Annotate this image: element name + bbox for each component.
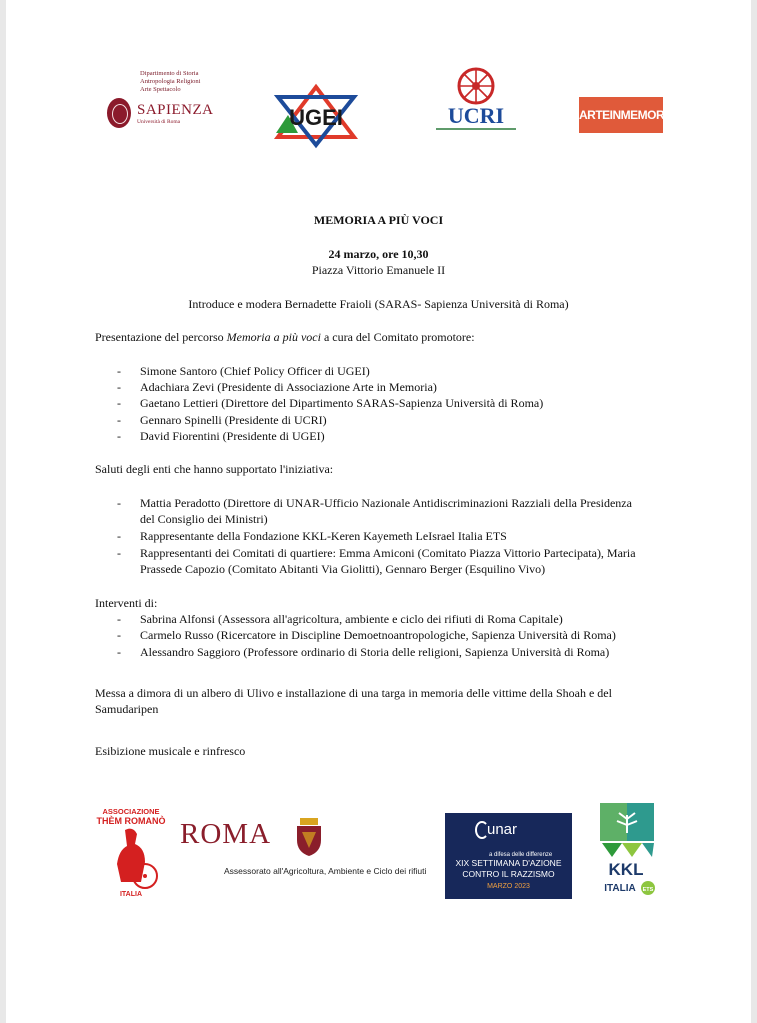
sapienza-logo-sub: Università di Roma (137, 119, 181, 125)
roma-crest-icon (294, 818, 324, 861)
unar-logo-tag: a difesa delle differenze (489, 852, 553, 858)
them-romano-logo (95, 804, 167, 900)
planting-line-1: Messa a dimora di un albero di Ulivo e installazione di una targa in memoria delle vittime della Shoah e del (95, 686, 612, 700)
sapienza-seal-icon (107, 98, 131, 128)
list-dash: - (117, 396, 121, 410)
unar-logo (445, 813, 572, 899)
event-place: Piazza Vittorio Emanuele II (311, 263, 446, 277)
talks-heading: Interventi di: (95, 596, 158, 610)
event-date: 24 marzo, ore 10,30 (328, 247, 429, 261)
ugei-logo (268, 85, 364, 152)
list-dash: - (117, 612, 121, 626)
closing-line: Esibizione musicale e rinfresco (95, 744, 246, 758)
unar-date: MARZO 2023 (487, 883, 530, 890)
arteinmemoria-logo: ARTEINMEMORIA (579, 97, 663, 133)
list-item: Rappresentante della Fondazione KKL-Keren Kayemeth LeIsrael Italia ETS (140, 529, 507, 543)
list-dash: - (117, 628, 121, 642)
event-title: MEMORIA A PIÙ VOCI (313, 213, 444, 227)
kkl-logo (598, 803, 656, 898)
list-dash: - (117, 546, 121, 560)
document-page (6, 0, 751, 1023)
greetings-heading: Saluti degli enti che hanno supportato l'iniziativa: (95, 462, 334, 476)
list-dash: - (117, 380, 121, 394)
list-dash: - (117, 413, 121, 427)
them-romano-line2: THÈM ROMANÒ (96, 816, 166, 826)
them-romano-line1: ASSOCIAZIONE (102, 807, 160, 816)
list-item: Carmelo Russo (Ricercatore in Discipline Demoetnoantropologiche, Sapienza Università di Roma) (140, 628, 616, 642)
list-item: Rappresentanti dei Comitati di quartiere: Emma Amiconi (Comitato Piazza Vittorio Partecipata), Maria (140, 546, 636, 560)
list-item: Gaetano Lettieri (Direttore del Dipartimento SARAS-Sapienza Università di Roma) (140, 396, 544, 410)
planting-line-2: Samudaripen (95, 702, 159, 716)
list-item: Alessandro Saggioro (Professore ordinario di Storia delle religioni, Sapienza Università di Roma) (140, 645, 610, 659)
list-dash: - (117, 529, 121, 543)
presentation-line: Presentazione del percorso Memoria a più voci a cura del Comitato promotore: (95, 330, 475, 344)
sapienza-department: Dipartimento di Storia Antropologia Religioni Arte Spettacolo (140, 70, 201, 93)
kkl-logo-sub: ITALIA (604, 883, 636, 894)
roma-logo-name: ROMA (180, 818, 272, 850)
unar-logo-name: unar (487, 821, 518, 838)
list-dash: - (117, 429, 121, 443)
list-item: David Fiorentini (Presidente di UGEI) (140, 429, 325, 443)
list-dash: - (117, 496, 121, 510)
list-dash: - (117, 645, 121, 659)
list-item: Mattia Peradotto (Direttore di UNAR-Ufficio Nazionale Antidiscriminazioni Razziali della Presidenza (140, 496, 632, 510)
kkl-logo-ets: ETS (642, 887, 654, 893)
kkl-logo-name: KKL (608, 860, 644, 879)
event-intro: Introduce e modera Bernadette Fraioli (SARAS- Sapienza Università di Roma) (188, 297, 569, 311)
ucri-logo-text: UCRI (447, 103, 505, 128)
list-item: Adachiara Zevi (Presidente di Associazione Arte in Memoria) (140, 380, 437, 394)
sapienza-logo-name: SAPIENZA (137, 102, 214, 118)
roma-logo-sub: Assessorato all'Agricoltura, Ambiente e Ciclo dei rifiuti (224, 866, 427, 876)
list-item: Simone Santoro (Chief Policy Officer di UGEI) (140, 364, 370, 378)
them-romano-line3: ITALIA (119, 891, 143, 898)
unar-week: XIX SETTIMANA D'AZIONE CONTRO IL RAZZISMO (455, 858, 562, 879)
list-dash: - (117, 364, 121, 378)
ucri-logo (426, 66, 526, 139)
ugei-logo-text: UGEI (289, 105, 343, 130)
list-item: Sabrina Alfonsi (Assessora all'agricoltura, ambiente e ciclo dei rifiuti di Roma Capitale) (140, 612, 563, 626)
list-item-continued: del Consiglio dei Ministri) (140, 512, 268, 526)
roma-logo (176, 796, 434, 900)
list-item: Gennaro Spinelli (Presidente di UCRI) (140, 413, 327, 427)
list-item-continued: Prassede Capozio (Comitato Abitanti Via Giolitti), Gennaro Berger (Esquilino Vivo) (140, 562, 546, 576)
